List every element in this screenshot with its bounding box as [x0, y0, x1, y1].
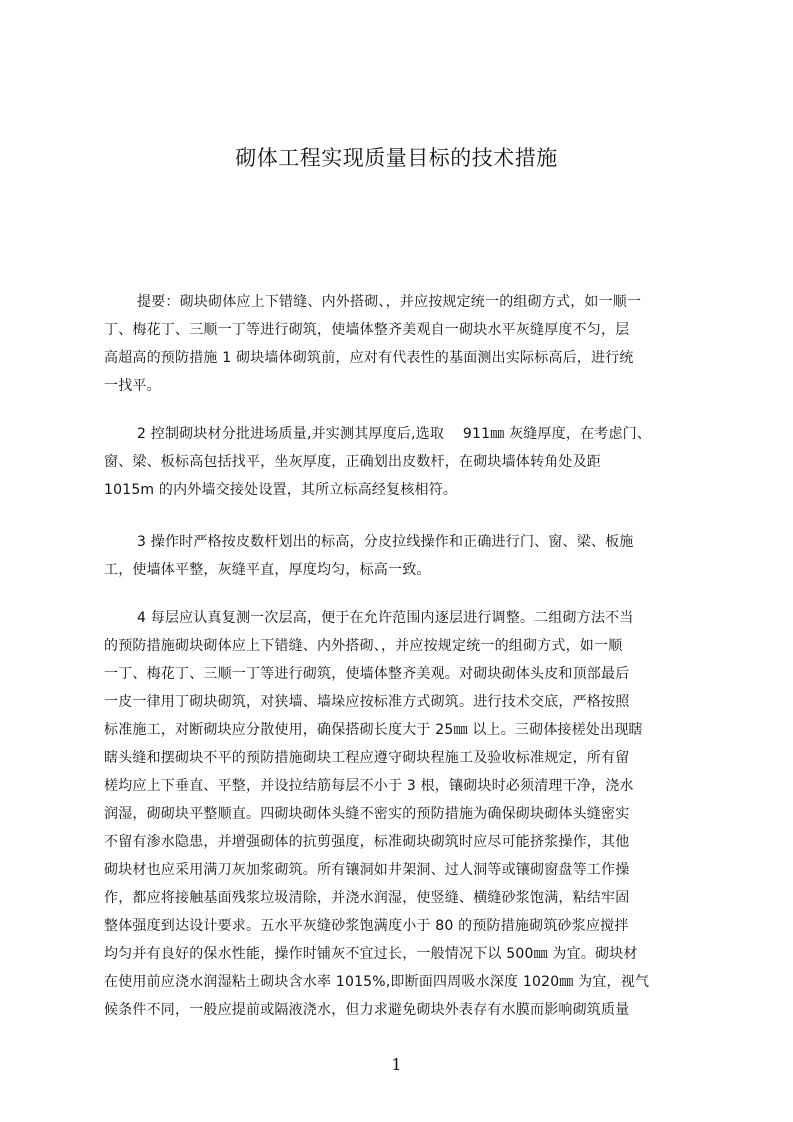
text-line: 槎均应上下垂直、平整，并设拉结筋每层不小于 3 根，镶砌块时必须清理干净，浇水 — [104, 778, 634, 794]
text-line: 一丁、梅花丁、三顺一丁等进行砌筑，使墙体整齐美观。对砌块砌体头皮和顶部最后 — [104, 666, 630, 682]
document-title: 砌体工程实现质量目标的技术措施 — [235, 146, 558, 170]
text-line: 窗、梁、板标高包括找平，坐灰厚度，正确划出皮数杆，在砌块墙体转角处及距 — [104, 454, 601, 470]
text-line: 润湿，砌砌块平整顺直。四砌块砌体头缝不密实的预防措施为确保砌块砌体头缝密实 — [104, 806, 630, 822]
paragraph-2 — [104, 420, 708, 504]
text-line: 4 每层应认真复测一次层高，便于在允许范围内逐层进行调整。二组砌方法不当 — [137, 610, 634, 626]
text-line: 2 控制砌块材分批进场质量,并实测其厚度后,选取 911㎜ 灰缝厚度，在考虑门、 — [137, 426, 652, 442]
text-line: 一找平。 — [104, 378, 161, 394]
text-line: 均匀并有良好的保水性能，操作时铺灰不宜过长，一般情况下以 500㎜ 为宜。砌块材 — [104, 946, 638, 962]
text-line: 候条件不同，一般应提前或隔液浇水，但力求避免砌块外表存有水膜而影响砌筑质量 — [104, 1002, 630, 1018]
page-number: 1 — [391, 1055, 402, 1074]
text-line: 砌块材也应采用满刀灰加浆砌筑。所有镶洞如井架洞、过人洞等或镶砌窗盘等工作操 — [104, 862, 630, 878]
text-line: 1015m 的内外墙交接处设置，其所立标高经复核相符。 — [104, 482, 458, 498]
text-line: 丁、梅花丁、三顺一丁等进行砌筑，使墙体整齐美观自一砌块水平灰缝厚度不匀，层 — [104, 322, 630, 338]
text-line: 在使用前应浇水润湿粘土砌块含水率 1015%,即断面四周吸水深度 1020㎜ 为宜，视气 — [104, 974, 650, 990]
text-line: 工，使墙体平整，灰缝平直，厚度均匀，标高一致。 — [104, 562, 431, 578]
text-line: 3 操作时严格按皮数杆划出的标高，分皮拉线操作和正确进行门、窗、梁、板施 — [137, 534, 634, 550]
text-line: 作，都应将接触基面残浆垃圾清除，并浇水润湿，使竖缝、横缝砂浆饱满，粘结牢固 — [104, 890, 630, 906]
text-line: 不留有渗水隐患，并增强砌体的抗剪强度，标准砌块砌筑时应尽可能挤浆操作，其他 — [104, 834, 630, 850]
text-line: 标准施工，对断砌块应分散使用，确保搭砌长度大于 25㎜ 以上。三砌体接槎处出现瞎 — [104, 722, 643, 738]
paragraph-3 — [104, 528, 708, 584]
text-line: 一皮一律用丁砌块砌筑，对狭墙、墙垛应按标准方式砌筑。进行技术交底，严格按照 — [104, 694, 630, 710]
text-line: 高超高的预防措施 1 砌块墙体砌筑前，应对有代表性的基面测出实际标高后，进行统 — [104, 350, 634, 366]
text-line: 提要：砌块砌体应上下错缝、内外搭砌、，并应按规定统一的组砌方式，如一顺一 — [137, 294, 642, 310]
text-line: 的预防措施砌块砌体应上下错缝、内外搭砌、，并应按规定统一的组砌方式，如一顺 — [104, 638, 623, 654]
text-line: 瞎头缝和摆砌块不平的预防措施砌块工程应遵守砌块程施工及验收标准规定，所有留 — [104, 750, 630, 766]
paragraph-4 — [104, 604, 708, 1024]
text-line: 整体强度到达设计要求。五水平灰缝砂浆饱满度小于 80 的预防措施砌筑砂浆应搅拌 — [104, 918, 629, 934]
paragraph-summary — [104, 288, 708, 400]
